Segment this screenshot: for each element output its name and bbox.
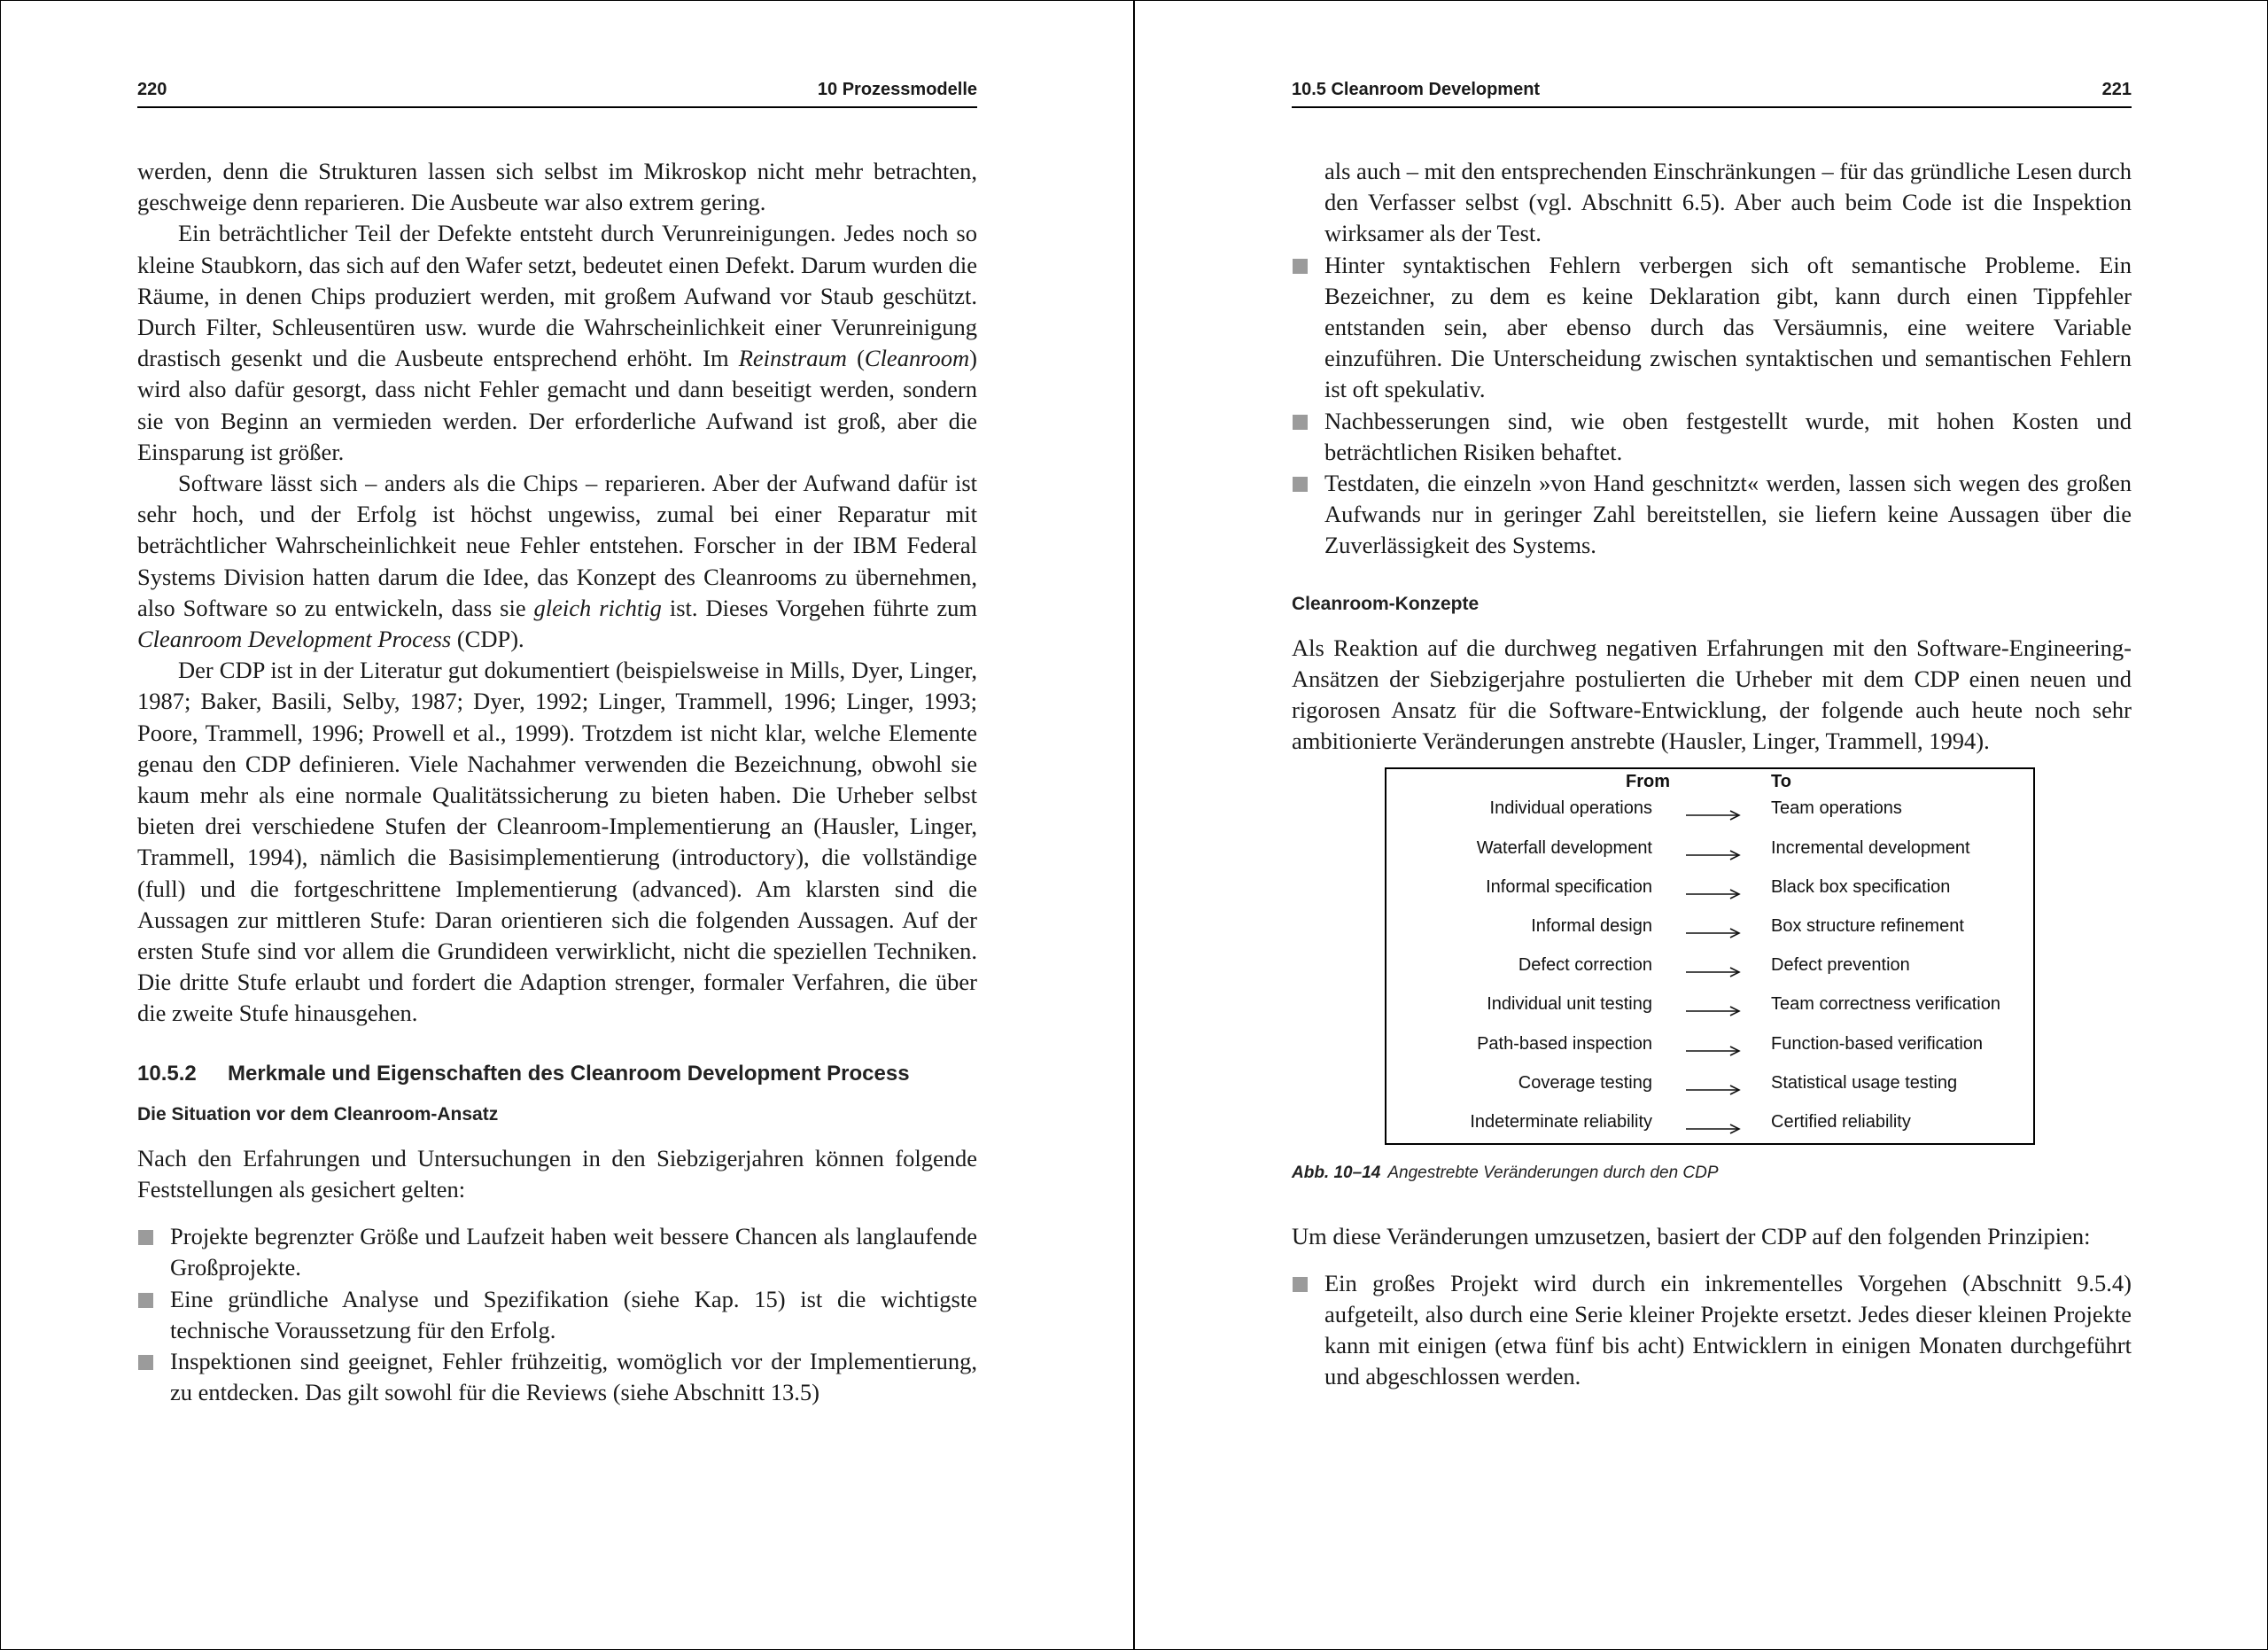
section-number: 10.5.2 bbox=[137, 1061, 197, 1086]
figure-row bbox=[1386, 955, 2033, 982]
figure-caption bbox=[1292, 1157, 2132, 1188]
continued-list-text: als auch – mit den entsprechenden Einschränkungen – für das gründliche Lesen durch den Verfasser selbst (vgl. Abschnitt 6.5). Aber auch beim Code ist die Inspektion wirksamer als der Test. bbox=[1324, 158, 2132, 247]
book-spine bbox=[1133, 0, 1135, 1650]
figure-from-item: Informal design bbox=[1531, 916, 1652, 937]
left-chapter-title: 10 Prozessmodelle bbox=[817, 80, 977, 99]
figure-to-item: Team operations bbox=[1771, 798, 1902, 819]
problems-list bbox=[1292, 250, 2132, 562]
figure-from-item: Path-based inspection bbox=[1477, 1033, 1652, 1054]
concepts-paragraph: Als Reaktion auf die durchweg negativen Erfahrungen mit den Software-Engineering-Ansätzen der Siebzigerjahre postulierten die Urheber mit dem CDP einen neuen und rigorosen Ansatz für die Software-Entwicklung, der folgende auch heute noch sehr ambitionierte Veränderungen anstrebte (Hausler, Linger, Trammell, 1994). bbox=[1292, 634, 2132, 755]
square-bullet-icon bbox=[138, 1230, 153, 1245]
figure-row bbox=[1386, 877, 2033, 904]
list-item: Nachbesserungen sind, wie oben festgestellt wurde, mit hohen Kosten und beträchtlichen Risiken behaftet. bbox=[1292, 406, 2132, 468]
square-bullet-icon bbox=[1293, 259, 1308, 274]
paragraph-2: Ein beträchtlicher Teil der Defekte entsteht durch Verunreinigungen. Jedes noch so kleine Staubkorn, das sich auf den Wafer setzt, bedeutet einen Defekt. Darum wurden die Räume, in denen Chips produziert werden, mit großem Aufwand vor Staub geschützt. Durch Filter, Schleusentüren usw. wurde die Wahrscheinlichkeit einer Verunreinigung drastisch gesenkt und die Ausbeute entsprechend erhöht. Im Reinstraum (Cleanroom) wird also dafür gesorgt, dass nicht Fehler gemacht und dann beseitigt werden, sondern sie von Beginn an vermieden werden. Der erforderliche Aufwand ist groß, aber die Einsparung ist größer. bbox=[137, 220, 977, 465]
right-arrow-icon bbox=[1684, 844, 1743, 863]
figure-to-item: Defect prevention bbox=[1771, 955, 1910, 976]
figure-to-item: Statistical usage testing bbox=[1771, 1072, 1958, 1093]
caption-text: Angestrebte Veränderungen durch den CDP bbox=[1387, 1164, 1719, 1183]
intro-paragraph: Nach den Erfahrungen und Untersuchungen in den Siebzigerjahren können folgende Feststellungen als gesichert gelten: bbox=[137, 1144, 977, 1202]
square-bullet-icon bbox=[138, 1355, 153, 1370]
square-bullet-icon bbox=[1293, 477, 1308, 492]
subheading-situation: Die Situation vor dem Cleanroom-Ansatz bbox=[137, 1103, 499, 1125]
figure-to-item: Function-based verification bbox=[1771, 1033, 1984, 1054]
figure-row bbox=[1386, 1073, 2033, 1100]
figure-to-header: To bbox=[1771, 772, 1791, 792]
list-item: Hinter syntaktischen Fehlern verbergen sich oft semantische Probleme. Ein Bezeichner, zu dem es keine Deklaration gibt, kann durch einen Tippfehler entstanden sein, aber ebenso durch das Versäumnis, eine weitere Variable einzuführen. Die Unterscheidung zwischen syntaktischen und semantischen Fehlern ist oft spekulativ. bbox=[1292, 250, 2132, 406]
right-arrow-icon bbox=[1684, 1117, 1743, 1137]
figure-row bbox=[1386, 916, 2033, 943]
caption-label: Abb. 10–14 bbox=[1292, 1164, 1381, 1183]
section-heading bbox=[137, 1062, 977, 1086]
right-running-header bbox=[1292, 80, 2132, 108]
figure-row bbox=[1386, 838, 2033, 865]
list-item: Inspektionen sind geeignet, Fehler frühzeitig, womöglich vor der Implementierung, zu entdecken. Das gilt sowohl für die Reviews (siehe Abschnitt 13.5) bbox=[137, 1346, 977, 1408]
principles-paragraph: Um diese Veränderungen umzusetzen, basiert der CDP auf den folgenden Prinzipien: bbox=[1292, 1222, 2091, 1249]
right-arrow-icon bbox=[1684, 1000, 1743, 1019]
right-body bbox=[1292, 156, 2132, 1393]
section-title: Merkmale und Eigenschaften des Cleanroom Development Process bbox=[228, 1061, 910, 1086]
square-bullet-icon bbox=[1293, 415, 1308, 430]
figure-from-header: From bbox=[1626, 772, 1670, 792]
figure-from-item: Individual operations bbox=[1489, 798, 1652, 819]
left-page-number: 220 bbox=[137, 80, 167, 99]
figure-row bbox=[1386, 1034, 2033, 1061]
right-section-title: 10.5 Cleanroom Development bbox=[1292, 80, 1541, 99]
right-arrow-icon bbox=[1684, 883, 1743, 902]
from-to-figure bbox=[1385, 767, 2035, 1145]
figure-from-item: Indeterminate reliability bbox=[1470, 1112, 1652, 1132]
list-item: Eine gründliche Analyse und Spezifikation (siehe Kap. 15) ist die wichtigste technische Voraussetzung für den Erfolg. bbox=[137, 1284, 977, 1346]
right-arrow-icon bbox=[1684, 1039, 1743, 1059]
right-arrow-icon bbox=[1684, 922, 1743, 941]
figure-row bbox=[1386, 1112, 2033, 1139]
list-item: Projekte begrenzter Größe und Laufzeit haben weit bessere Chancen als langlaufende Großprojekte. bbox=[137, 1221, 977, 1283]
right-arrow-icon bbox=[1684, 804, 1743, 823]
figure-from-item: Individual unit testing bbox=[1487, 994, 1652, 1015]
figure-from-item: Coverage testing bbox=[1518, 1072, 1652, 1093]
left-running-header bbox=[137, 80, 977, 108]
figure-row bbox=[1386, 798, 2033, 825]
figure-from-item: Informal specification bbox=[1486, 876, 1652, 897]
square-bullet-icon bbox=[1293, 1277, 1308, 1292]
figure-to-item: Incremental development bbox=[1771, 837, 1970, 858]
figure-from-item: Defect correction bbox=[1518, 955, 1652, 976]
list-item: Ein großes Projekt wird durch ein inkrementelles Vorgehen (Abschnitt 9.5.4) aufgeteilt, also durch eine Serie kleiner Projekte ersetzt. Jedes dieser kleinen Projekte kann mit einigen (etwa fünf bis acht) Entwicklern in einigen Monaten durchgeführt und abgeschlossen werden. bbox=[1292, 1268, 2132, 1393]
figure-to-item: Black box specification bbox=[1771, 876, 1951, 897]
principles-list bbox=[1292, 1268, 2132, 1393]
paragraph-4: Der CDP ist in der Literatur gut dokumentiert (beispielsweise in Mills, Dyer, Linger, 1987; Baker, Basili, Selby, 1987; Dyer, 1992; Linger, Trammell, 1996; Linger, 1993; Poore, Trammell, 1996; Prowell et al., 1999). Trotzdem ist nicht klar, welche Elemente genau den CDP definieren. Viele Nachahmer verwenden die Bezeichnung, obwohl sie kaum mehr als eine normale Qualitätssicherung zu bieten haben. Die Urheber selbst bieten drei verschiedene Stufen der Cleanroom-Implementierung an (Hausler, Linger, Trammell, 1994), nämlich die Basisimplementierung (introductory), die vollständige (full) und die fortgeschrittene Implementierung (advanced). Am klarsten sind die Aussagen zur mittleren Stufe: Daran orientieren sich die folgenden Aussagen. Auf der ersten Stufe sind vor allem die Grundideen verwirklicht, nicht die speziellen Techniken. Die dritte Stufe erlaubt und fordert die Adaption strenger, formaler Verfahren, die über die zweite Stufe hinausgehen. bbox=[137, 657, 977, 1027]
paragraph-1: werden, denn die Strukturen lassen sich selbst im Mikroskop nicht mehr betrachten, geschweige denn reparieren. Die Ausbeute war also extrem gering. bbox=[137, 158, 977, 216]
right-page bbox=[1292, 0, 2132, 1650]
right-page-number: 221 bbox=[2101, 80, 2132, 99]
paragraph-3: Software lässt sich – anders als die Chips – reparieren. Aber der Aufwand dafür ist sehr hoch, und der Erfolg ist höchst ungewiss, zumal bei einer Reparatur mit beträchtlicher Wahrscheinlichkeit neue Fehler entstehen. Forscher in der IBM Federal Systems Division hatten darum die Idee, das Konzept des Cleanrooms zu übernehmen, also Software so zu entwickeln, dass sie gleich richtig ist. Dieses Vorgehen führte zum Cleanroom Development Process (CDP). bbox=[137, 470, 977, 653]
list-item: Testdaten, die einzeln »von Hand geschnitzt« werden, lassen sich wegen des großen Aufwands nur in geringer Zahl bereitstellen, sie liefern keine Aussagen über die Zuverlässigkeit des Systems. bbox=[1292, 468, 2132, 562]
right-arrow-icon bbox=[1684, 1078, 1743, 1098]
subheading-concepts: Cleanroom-Konzepte bbox=[1292, 593, 1480, 614]
square-bullet-icon bbox=[138, 1293, 153, 1308]
figure-to-item: Certified reliability bbox=[1771, 1112, 1911, 1132]
left-page bbox=[137, 0, 977, 1650]
figure-to-item: Box structure refinement bbox=[1771, 916, 1964, 937]
figure-row bbox=[1386, 994, 2033, 1021]
right-arrow-icon bbox=[1684, 961, 1743, 980]
findings-list bbox=[137, 1221, 977, 1408]
figure-from-item: Waterfall development bbox=[1476, 837, 1652, 858]
figure-to-item: Team correctness verification bbox=[1771, 994, 2000, 1015]
left-body bbox=[137, 156, 977, 1408]
